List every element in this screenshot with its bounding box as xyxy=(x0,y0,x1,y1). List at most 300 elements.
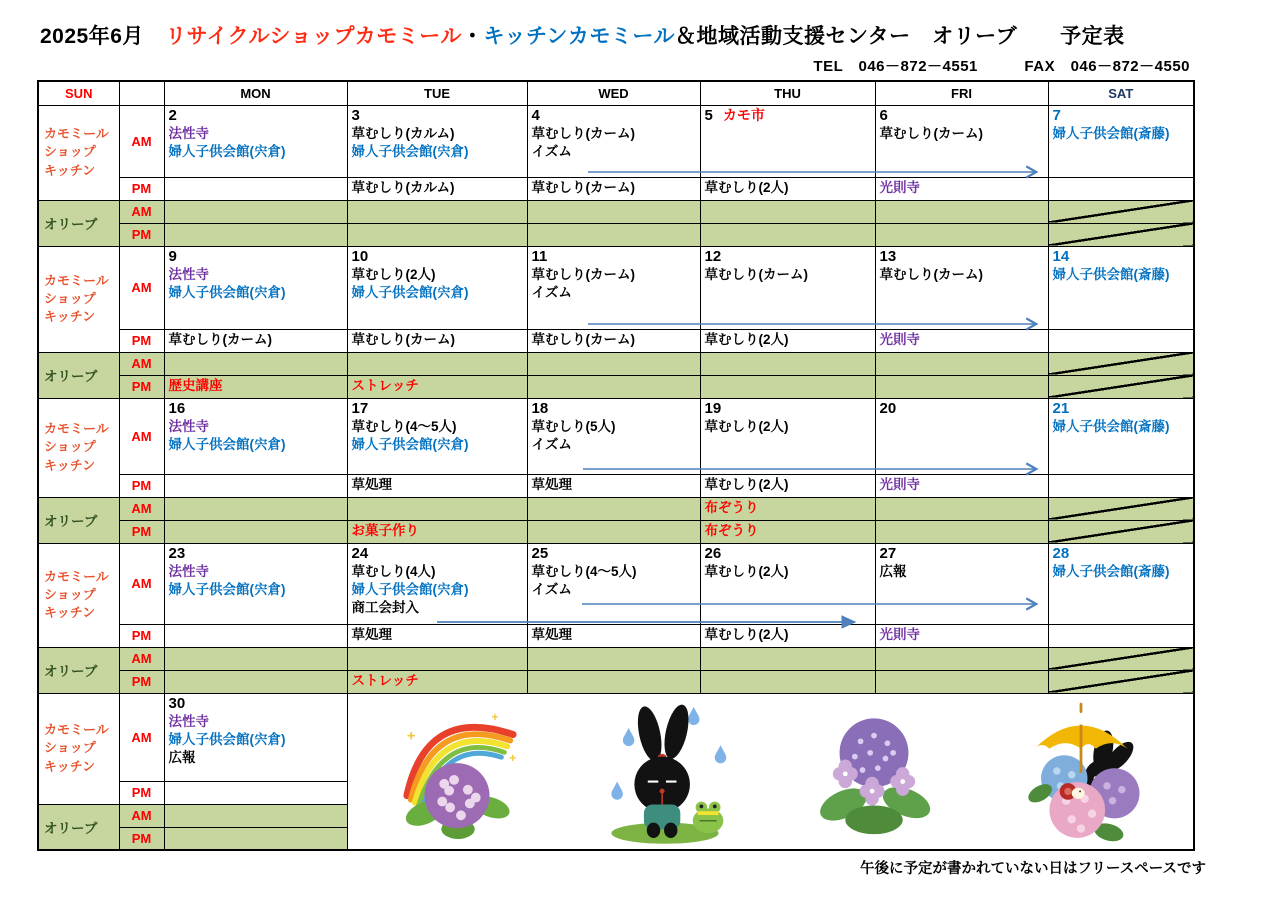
olive-cell-24-am xyxy=(347,647,527,670)
schedule-entry: 草むしり(カルム) xyxy=(351,179,455,195)
shop-kitchen-row-label xyxy=(38,543,119,647)
day-number xyxy=(705,400,871,419)
title-recycle-shop: リサイクルショップカモミール xyxy=(165,25,462,48)
day-number-text: 24 xyxy=(351,544,369,562)
week1-pm-row xyxy=(38,177,1194,200)
day-cell-11-am xyxy=(527,246,700,329)
olive-cell-27-pm xyxy=(875,670,1048,693)
shop-label-line: キッチン xyxy=(44,309,96,325)
header-wed: WED xyxy=(527,81,700,105)
day-cell-17-pm xyxy=(347,474,527,497)
schedule-entry: 婦人子供会館(宍倉) xyxy=(351,285,469,301)
schedule-entry: 草処理 xyxy=(531,626,572,642)
day-cell-13-am xyxy=(875,246,1048,329)
schedule-entry: 婦人子供会館(宍倉) xyxy=(351,144,469,160)
day-number xyxy=(169,695,343,714)
schedule-entry: 草むしり(2人) xyxy=(704,564,789,580)
schedule-entry: 草むしり(2人) xyxy=(704,419,789,435)
day-number xyxy=(1053,400,1190,419)
olive-cell-17-pm xyxy=(347,520,527,543)
olive-cell-13-am xyxy=(875,352,1048,375)
week2-am-row xyxy=(38,246,1194,329)
schedule-entry: 草処理 xyxy=(531,476,572,492)
day-cell-28-pm xyxy=(1048,624,1194,647)
day-number-text: 12 xyxy=(704,247,722,265)
pm-label: PM xyxy=(119,520,164,543)
schedule-entry: 婦人子供会館(宍倉) xyxy=(168,285,286,301)
schedule-entry: 布ぞうり xyxy=(704,522,759,538)
schedule-entry: 歴史講座 xyxy=(168,377,223,393)
olive-cell-16-pm xyxy=(164,520,347,543)
pm-label: PM xyxy=(119,177,164,200)
schedule-entry: イズム xyxy=(531,285,572,301)
shop-label-line: ショップ xyxy=(44,290,96,306)
weekday-header-row xyxy=(38,81,1194,105)
footer-note: 午後に予定が書かれていない日はフリースペースです xyxy=(860,861,1206,877)
schedule-entry: ストレッチ xyxy=(351,672,419,688)
day-cell-6-am xyxy=(875,105,1048,177)
schedule-entry: 草むしり(カーム) xyxy=(531,126,635,142)
schedule-entry: 婦人子供会館(宍倉) xyxy=(351,582,469,598)
day-number xyxy=(880,545,1044,564)
day-cell-10-am xyxy=(347,246,527,329)
olive-cell-18-am xyxy=(527,497,700,520)
day-cell-9-pm xyxy=(164,329,347,352)
schedule-entry: 光則寺 xyxy=(879,331,920,347)
day-cell-28-am xyxy=(1048,543,1194,624)
olive-cell-25-pm xyxy=(527,670,700,693)
day-number xyxy=(169,107,343,126)
page-title xyxy=(40,20,1125,50)
day-cell-27-pm xyxy=(875,624,1048,647)
day-number xyxy=(705,107,871,126)
day-number xyxy=(169,545,343,564)
olive-cell-7-pm xyxy=(1048,223,1194,246)
day-cell-23-pm xyxy=(164,624,347,647)
olive-cell-12-pm xyxy=(700,375,875,398)
day-cell-4-am xyxy=(527,105,700,177)
schedule-entry: 草むしり(4～5人) xyxy=(351,419,457,435)
schedule-entry: 光則寺 xyxy=(879,179,920,195)
schedule-entry: 法性寺 xyxy=(168,126,209,142)
schedule-entry: 婦人子供会館(宍倉) xyxy=(168,582,286,598)
schedule-table xyxy=(37,80,1195,851)
olive-cell-28-am xyxy=(1048,647,1194,670)
day-number xyxy=(352,545,523,564)
day-number xyxy=(352,400,523,419)
day-number xyxy=(1053,248,1190,267)
day-number xyxy=(169,248,343,267)
day-cell-20-am xyxy=(875,398,1048,474)
pm-label: PM xyxy=(119,670,164,693)
day-number-text: 23 xyxy=(168,544,186,562)
olive-cell-11-am xyxy=(527,352,700,375)
schedule-table-wrap xyxy=(37,80,1195,851)
schedule-entry: お菓子作り xyxy=(351,522,419,538)
olive-cell-24-pm xyxy=(347,670,527,693)
olive-cell-2-am xyxy=(164,200,347,223)
schedule-entry: 草むしり(2人) xyxy=(704,331,789,347)
day-cell-25-pm xyxy=(527,624,700,647)
title-rest: ＆地域活動支援センター オリーブ 予定表 xyxy=(675,25,1125,48)
day-cell-14-pm xyxy=(1048,329,1194,352)
olive-cell-9-pm xyxy=(164,375,347,398)
olive-cell-26-am xyxy=(700,647,875,670)
olive-cell-17-am xyxy=(347,497,527,520)
olive-cell-16-am xyxy=(164,497,347,520)
schedule-entry: 商工会封入 xyxy=(351,600,419,616)
olive-cell-27-am xyxy=(875,647,1048,670)
schedule-entry: 法性寺 xyxy=(168,267,209,283)
day-cell-16-am xyxy=(164,398,347,474)
day-number-text: 26 xyxy=(704,544,722,562)
day-cell-19-pm xyxy=(700,474,875,497)
title-separator: ・ xyxy=(461,25,484,48)
illustration-merged-cell xyxy=(347,693,1194,850)
olive-cell-10-am xyxy=(347,352,527,375)
schedule-entry: 草むしり(5人) xyxy=(531,419,616,435)
june-illustrations xyxy=(348,694,1194,848)
olive-cell-30-am xyxy=(164,804,347,827)
rabbit-frog-rain-illustration xyxy=(598,697,732,845)
olive-cell-9-am xyxy=(164,352,347,375)
olive-cell-14-pm xyxy=(1048,375,1194,398)
week2-pm-row xyxy=(38,329,1194,352)
schedule-entry: 法性寺 xyxy=(168,714,209,730)
day-cell-10-pm xyxy=(347,329,527,352)
shop-kitchen-row-label xyxy=(38,105,119,200)
header-fri: FRI xyxy=(875,81,1048,105)
schedule-entry: 草むしり(2人) xyxy=(704,179,789,195)
shop-kitchen-row-label xyxy=(38,398,119,497)
umbrella-rabbit-snail-illustration xyxy=(1016,696,1146,846)
header-sun: SUN xyxy=(38,81,119,105)
olive-cell-2-pm xyxy=(164,223,347,246)
pm-label: PM xyxy=(119,624,164,647)
shop-label-line: ショップ xyxy=(44,439,96,455)
shop-label-line: キッチン xyxy=(44,758,96,774)
olive-cell-5-am xyxy=(700,200,875,223)
day-cell-25-am xyxy=(527,543,700,624)
olive-cell-25-am xyxy=(527,647,700,670)
schedule-entry: 草むしり(カーム) xyxy=(704,267,808,283)
olive-cell-3-pm xyxy=(347,223,527,246)
schedule-entry: 広報 xyxy=(168,750,196,766)
hydrangea-bouquet-illustration xyxy=(807,697,941,845)
week1-olive-pm-row xyxy=(38,223,1194,246)
day-number xyxy=(352,248,523,267)
olive-row-label: オリーブ xyxy=(38,804,119,850)
day-number-text: 10 xyxy=(351,247,369,265)
day-number-text: 28 xyxy=(1052,544,1070,562)
olive-cell-19-pm xyxy=(700,520,875,543)
day-cell-5-pm xyxy=(700,177,875,200)
schedule-entry: 草むしり(2人) xyxy=(704,626,789,642)
am-label: AM xyxy=(119,543,164,624)
day-cell-7-am xyxy=(1048,105,1194,177)
schedule-entry: 草むしり(カーム) xyxy=(351,331,455,347)
week3-pm-row xyxy=(38,474,1194,497)
olive-cell-14-am xyxy=(1048,352,1194,375)
schedule-entry: 婦人子供会館(宍倉) xyxy=(168,144,286,160)
day-cell-6-pm xyxy=(875,177,1048,200)
day-number xyxy=(880,248,1044,267)
olive-cell-4-am xyxy=(527,200,700,223)
olive-cell-13-pm xyxy=(875,375,1048,398)
olive-row-label: オリーブ xyxy=(38,352,119,398)
title-kitchen: キッチンカモミール xyxy=(483,25,675,48)
schedule-entry: 婦人子供会館(斎藤) xyxy=(1052,126,1170,142)
schedule-entry: 草むしり(カーム) xyxy=(531,331,635,347)
day-number-text: 5 xyxy=(704,106,713,124)
day-cell-12-pm xyxy=(700,329,875,352)
am-label: AM xyxy=(119,693,164,781)
pm-label: PM xyxy=(119,781,164,804)
day-cell-21-am xyxy=(1048,398,1194,474)
day-cell-9-am xyxy=(164,246,347,329)
day-number-text: 19 xyxy=(704,399,722,417)
schedule-entry: 広報 xyxy=(879,564,907,580)
day-cell-16-pm xyxy=(164,474,347,497)
day-number xyxy=(532,545,696,564)
shop-label-line: カモミール xyxy=(44,568,109,584)
header-thu: THU xyxy=(700,81,875,105)
schedule-entry: 草処理 xyxy=(351,476,392,492)
day-number xyxy=(1053,545,1190,564)
day-cell-21-pm xyxy=(1048,474,1194,497)
day-number-text: 27 xyxy=(879,544,897,562)
svg-text:+: + xyxy=(509,750,517,765)
shop-label-line: カモミール xyxy=(44,722,109,738)
schedule-entry: 草むしり(カーム) xyxy=(531,179,635,195)
day-number-text: 16 xyxy=(168,399,186,417)
day-cell-19-am xyxy=(700,398,875,474)
day-number xyxy=(880,107,1044,126)
schedule-entry: 婦人子供会館(斎藤) xyxy=(1052,564,1170,580)
week4-am-row xyxy=(38,543,1194,624)
olive-cell-12-am xyxy=(700,352,875,375)
header-ampm-spacer xyxy=(119,81,164,105)
day-number xyxy=(532,107,696,126)
olive-cell-23-pm xyxy=(164,670,347,693)
day-number-text: 3 xyxy=(351,106,360,124)
day-cell-2-am xyxy=(164,105,347,177)
day-cell-3-am xyxy=(347,105,527,177)
schedule-entry: 布ぞうり xyxy=(704,499,759,515)
day-cell-4-pm xyxy=(527,177,700,200)
olive-cell-20-am xyxy=(875,497,1048,520)
day-number-text: 7 xyxy=(1052,106,1061,124)
day-number-text: 21 xyxy=(1052,399,1070,417)
day-cell-5-am xyxy=(700,105,875,177)
olive-cell-19-am xyxy=(700,497,875,520)
day-number-text: 9 xyxy=(168,247,177,265)
olive-cell-23-am xyxy=(164,647,347,670)
olive-cell-11-pm xyxy=(527,375,700,398)
olive-cell-21-am xyxy=(1048,497,1194,520)
shop-label-line: キッチン xyxy=(44,162,96,178)
schedule-entry: 婦人子供会館(斎藤) xyxy=(1052,419,1170,435)
schedule-entry: 草むしり(カーム) xyxy=(168,331,272,347)
am-label: AM xyxy=(119,804,164,827)
day-number xyxy=(532,248,696,267)
am-label: AM xyxy=(119,497,164,520)
shop-label-line: キッチン xyxy=(44,605,96,621)
week2-olive-pm-row xyxy=(38,375,1194,398)
olive-cell-4-pm xyxy=(527,223,700,246)
day-number xyxy=(1053,107,1190,126)
day-cell-12-am xyxy=(700,246,875,329)
day-number-text: 20 xyxy=(879,399,897,417)
olive-cell-26-pm xyxy=(700,670,875,693)
day-number xyxy=(169,400,343,419)
day-cell-26-pm xyxy=(700,624,875,647)
week3-am-row xyxy=(38,398,1194,474)
olive-row-label: オリーブ xyxy=(38,497,119,543)
schedule-entry: 婦人子供会館(斎藤) xyxy=(1052,267,1170,283)
day-number-text: 13 xyxy=(879,247,897,265)
pm-label: PM xyxy=(119,223,164,246)
schedule-entry: 草むしり(カルム) xyxy=(351,126,455,142)
day-cell-24-am xyxy=(347,543,527,624)
am-label: AM xyxy=(119,200,164,223)
day-number-text: 11 xyxy=(531,247,548,265)
schedule-entry: 婦人子供会館(宍倉) xyxy=(351,437,469,453)
day-number-text: 18 xyxy=(531,399,549,417)
olive-cell-7-am xyxy=(1048,200,1194,223)
day-cell-24-pm xyxy=(347,624,527,647)
kamo-ichi-badge: カモ市 xyxy=(722,106,765,123)
header-tue: TUE xyxy=(347,81,527,105)
svg-text:+: + xyxy=(406,727,416,744)
schedule-entry: 草むしり(2人) xyxy=(351,267,436,283)
shop-label-line: カモミール xyxy=(44,126,109,142)
day-cell-3-pm xyxy=(347,177,527,200)
shop-kitchen-row-label xyxy=(38,693,119,804)
week1-olive-am-row xyxy=(38,200,1194,223)
day-number-text: 30 xyxy=(168,694,186,712)
schedule-entry: 草むしり(4～5人) xyxy=(531,564,637,580)
schedule-entry: 草処理 xyxy=(351,626,392,642)
olive-cell-21-pm xyxy=(1048,520,1194,543)
day-number-text: 17 xyxy=(351,399,369,417)
week3-olive-am-row xyxy=(38,497,1194,520)
day-number xyxy=(705,545,871,564)
week2-olive-am-row xyxy=(38,352,1194,375)
schedule-entry: ストレッチ xyxy=(351,377,419,393)
shop-label-line: ショップ xyxy=(44,144,96,160)
olive-cell-6-am xyxy=(875,200,1048,223)
day-number xyxy=(352,107,523,126)
pm-label: PM xyxy=(119,827,164,850)
week4-olive-pm-row xyxy=(38,670,1194,693)
week4-olive-am-row xyxy=(38,647,1194,670)
am-label: AM xyxy=(119,647,164,670)
olive-cell-6-pm xyxy=(875,223,1048,246)
day-number-text: 2 xyxy=(168,106,177,124)
shop-label-line: ショップ xyxy=(44,586,96,602)
schedule-entry: イズム xyxy=(531,582,572,598)
olive-cell-20-pm xyxy=(875,520,1048,543)
schedule-entry: 草むしり(2人) xyxy=(704,476,789,492)
olive-cell-10-pm xyxy=(347,375,527,398)
day-number-text: 14 xyxy=(1052,247,1070,265)
header-mon: MON xyxy=(164,81,347,105)
week3-olive-pm-row xyxy=(38,520,1194,543)
shop-label-line: カモミール xyxy=(44,421,109,437)
rainbow-hydrangea-illustration xyxy=(395,697,523,845)
shop-kitchen-row-label xyxy=(38,246,119,352)
pm-label: PM xyxy=(119,375,164,398)
schedule-entry: 草むしり(カーム) xyxy=(879,126,983,142)
day-cell-17-am xyxy=(347,398,527,474)
day-cell-20-pm xyxy=(875,474,1048,497)
day-cell-18-am xyxy=(527,398,700,474)
day-cell-2-pm xyxy=(164,177,347,200)
day-cell-30-am xyxy=(164,693,347,781)
olive-cell-28-pm xyxy=(1048,670,1194,693)
day-cell-27-am xyxy=(875,543,1048,624)
shop-label-line: キッチン xyxy=(44,457,96,473)
day-number xyxy=(880,400,1044,419)
schedule-entry: イズム xyxy=(531,144,572,160)
day-cell-13-pm xyxy=(875,329,1048,352)
day-number xyxy=(532,400,696,419)
day-cell-18-pm xyxy=(527,474,700,497)
am-label: AM xyxy=(119,352,164,375)
olive-cell-18-pm xyxy=(527,520,700,543)
week4-pm-row xyxy=(38,624,1194,647)
schedule-entry: 草むしり(カーム) xyxy=(531,267,635,283)
header-sat: SAT xyxy=(1048,81,1194,105)
am-label: AM xyxy=(119,398,164,474)
day-number-text: 6 xyxy=(879,106,888,124)
day-cell-30-pm xyxy=(164,781,347,804)
title-month: 2025年6月 xyxy=(40,25,144,48)
day-cell-7-pm xyxy=(1048,177,1194,200)
schedule-entry: イズム xyxy=(531,437,572,453)
olive-cell-30-pm xyxy=(164,827,347,850)
schedule-entry: 草むしり(4人) xyxy=(351,564,436,580)
am-label: AM xyxy=(119,246,164,329)
am-label: AM xyxy=(119,105,164,177)
svg-text:+: + xyxy=(491,709,499,724)
pm-label: PM xyxy=(119,329,164,352)
shop-label-line: カモミール xyxy=(44,272,109,288)
day-number xyxy=(705,248,871,267)
contact-line: TEL 046－872－4551 FAX 046－872－4550 xyxy=(813,58,1190,75)
schedule-entry: 光則寺 xyxy=(879,626,920,642)
schedule-entry: 法性寺 xyxy=(168,564,209,580)
schedule-entry: 光則寺 xyxy=(879,476,920,492)
olive-cell-3-am xyxy=(347,200,527,223)
day-cell-11-pm xyxy=(527,329,700,352)
day-cell-26-am xyxy=(700,543,875,624)
olive-row-label: オリーブ xyxy=(38,647,119,693)
day-cell-14-am xyxy=(1048,246,1194,329)
week5-am-row xyxy=(38,693,1194,781)
schedule-entry: 婦人子供会館(宍倉) xyxy=(168,437,286,453)
day-number-text: 4 xyxy=(531,106,540,124)
olive-row-label: オリーブ xyxy=(38,200,119,246)
day-cell-23-am xyxy=(164,543,347,624)
olive-cell-5-pm xyxy=(700,223,875,246)
schedule-entry: 草むしり(カーム) xyxy=(879,267,983,283)
schedule-entry: 法性寺 xyxy=(168,419,209,435)
week1-am-row xyxy=(38,105,1194,177)
pm-label: PM xyxy=(119,474,164,497)
day-number-text: 25 xyxy=(531,544,549,562)
